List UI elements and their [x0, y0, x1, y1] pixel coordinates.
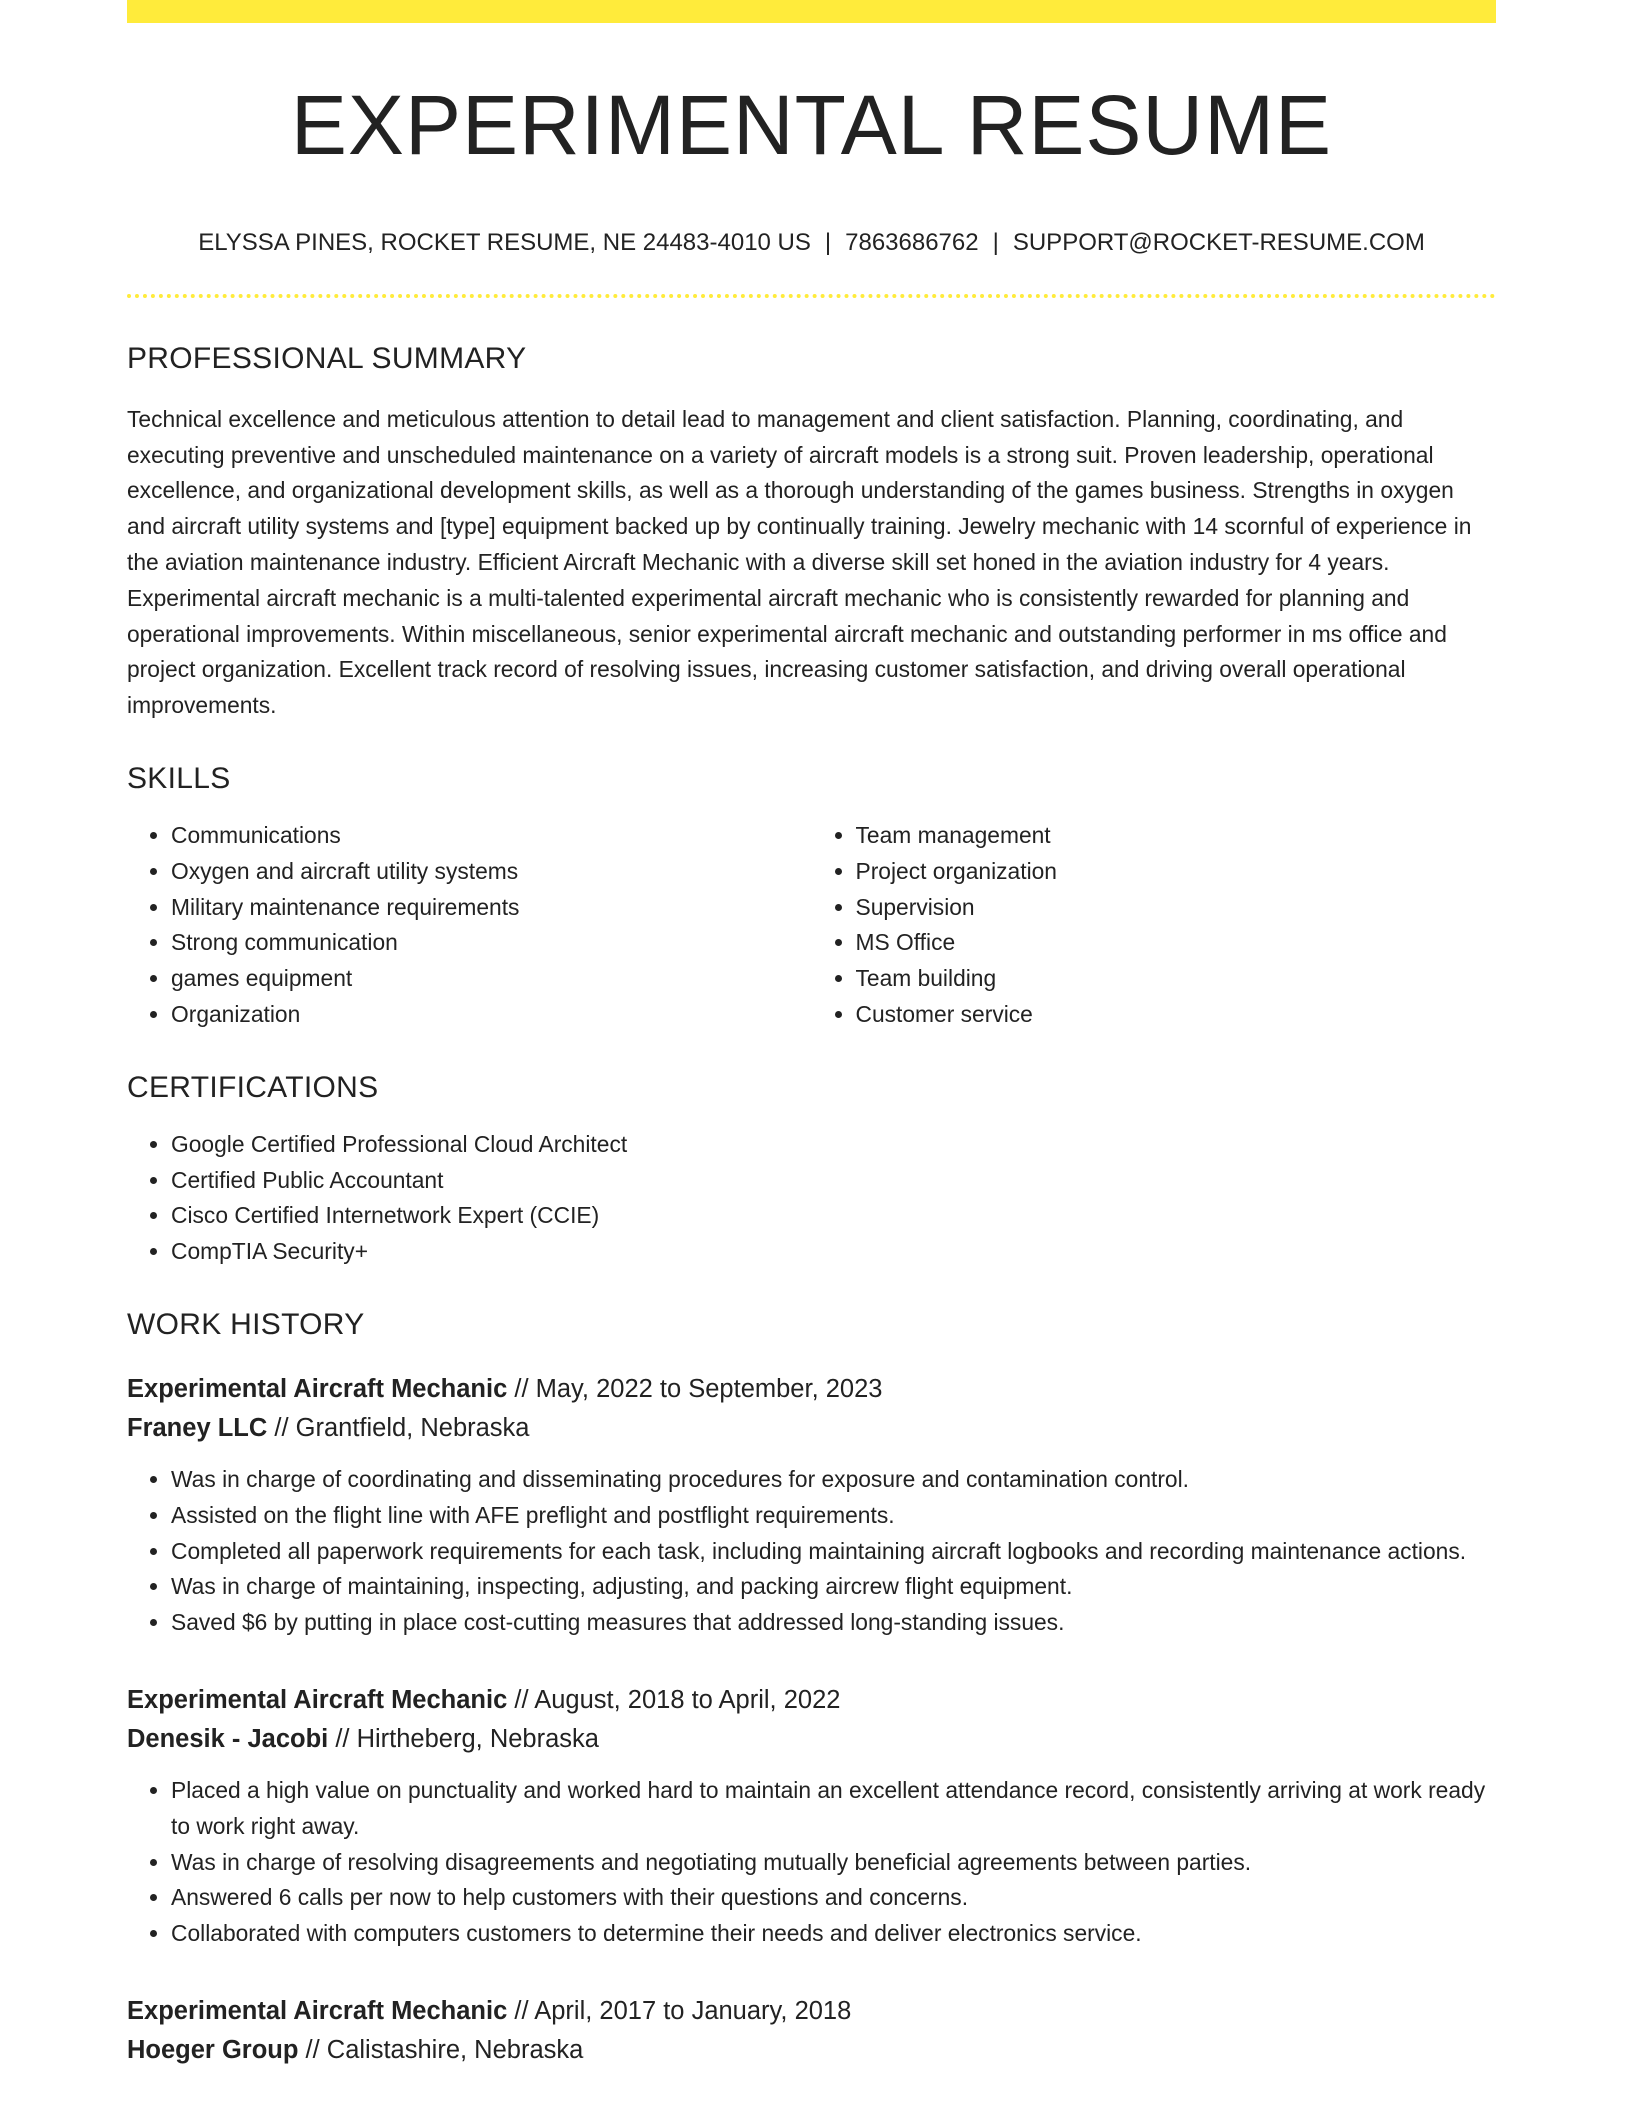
job-title: Experimental Aircraft Mechanic [127, 1996, 508, 2025]
job-company: Franey LLC [127, 1413, 268, 1442]
job-bullet: • Placed a high value on punctuality and worked hard to maintain an excellent attendance record, consistently arriving at work ready to work right away. [171, 1773, 1496, 1845]
job-location: // Grantfield, Nebraska [274, 1413, 530, 1442]
certifications-section [127, 1070, 1496, 1270]
certification-item: • CompTIA Security+ [171, 1234, 1496, 1270]
contact-line [127, 229, 1496, 258]
job-bullets [127, 1773, 1496, 1952]
skill-item: • Customer service [856, 997, 1497, 1033]
contact-separator: | [824, 229, 832, 256]
job-entry [127, 1681, 1496, 1952]
skill-item: • Team management [856, 818, 1497, 854]
resume-title: EXPERIMENTAL RESUME [290, 78, 1333, 172]
job-entry [127, 1370, 1496, 1641]
skills-list-right [812, 818, 1497, 1033]
certification-item: • Google Certified Professional Cloud Architect [171, 1127, 1496, 1163]
job-bullet: • Assisted on the flight line with AFE preflight and postflight requirements. [171, 1498, 1496, 1534]
job-bullet: • Collaborated with computers customers to determine their needs and deliver electronics service. [171, 1916, 1496, 1952]
skill-item: • Team building [856, 961, 1497, 997]
skill-item: • MS Office [856, 925, 1497, 961]
work-history-heading: WORK HISTORY [127, 1307, 365, 1341]
job-location: // Calistashire, Nebraska [305, 2035, 584, 2064]
job-title-line [127, 1370, 1496, 1409]
skill-item: • Communications [171, 818, 812, 854]
job-dates: // April, 2017 to January, 2018 [514, 1996, 852, 2025]
job-company: Hoeger Group [127, 2035, 299, 2064]
skill-item: • Military maintenance requirements [171, 890, 812, 926]
skill-item: • Strong communication [171, 925, 812, 961]
dotted-divider [127, 294, 1496, 298]
job-bullet: • Saved $6 by putting in place cost-cutting measures that addressed long-standing issues. [171, 1605, 1496, 1641]
contact-address: ELYSSA PINES, ROCKET RESUME, NE 24483-4010 US [198, 229, 811, 256]
skill-item: • Supervision [856, 890, 1497, 926]
summary-heading: PROFESSIONAL SUMMARY [127, 341, 527, 375]
work-history-section [127, 1307, 1496, 2070]
skill-item: • Organization [171, 997, 812, 1033]
job-bullet: • Was in charge of coordinating and disseminating procedures for exposure and contamination control. [171, 1462, 1496, 1498]
job-company: Denesik - Jacobi [127, 1724, 329, 1753]
skills-section [127, 761, 1496, 1033]
job-title-line [127, 1681, 1496, 1720]
certifications-heading: CERTIFICATIONS [127, 1070, 379, 1104]
job-company-line [127, 2031, 1496, 2070]
summary-section [127, 341, 1496, 724]
job-bullet: • Was in charge of resolving disagreements and negotiating mutually beneficial agreements between parties. [171, 1845, 1496, 1881]
skills-heading: SKILLS [127, 761, 231, 795]
job-title: Experimental Aircraft Mechanic [127, 1374, 508, 1403]
job-title-line [127, 1992, 1496, 2031]
certifications-list [127, 1127, 1496, 1270]
job-bullet: • Completed all paperwork requirements for each task, including maintaining aircraft logbooks and recording maintenance actions. [171, 1534, 1496, 1570]
job-bullets [127, 1462, 1496, 1641]
job-company-line [127, 1720, 1496, 1759]
job-company-line [127, 1409, 1496, 1448]
contact-phone: 7863686762 [845, 229, 979, 256]
certification-item: • Cisco Certified Internetwork Expert (CCIE) [171, 1198, 1496, 1234]
job-bullet: • Answered 6 calls per now to help customers with their questions and concerns. [171, 1880, 1496, 1916]
skill-item: • Project organization [856, 854, 1497, 890]
job-location: // Hirtheberg, Nebraska [335, 1724, 599, 1753]
contact-email: SUPPORT@ROCKET-RESUME.COM [1012, 229, 1425, 256]
contact-separator: | [992, 229, 999, 256]
skill-item: • Oxygen and aircraft utility systems [171, 854, 812, 890]
resume-page [127, 0, 1496, 2070]
job-bullet: • Was in charge of maintaining, inspecting, adjusting, and packing aircrew flight equipment. [171, 1569, 1496, 1605]
job-dates: // May, 2022 to September, 2023 [514, 1374, 883, 1403]
summary-text: Technical excellence and meticulous attention to detail lead to management and client satisfaction. Planning, coordinating, and executing preventive and unscheduled maintenance on a variety of aircraft models is a strong suit. Proven leadership, operational excellence, and organizational development skills, as well as a thorough understanding of the games business. Strengths in oxygen and aircraft utility systems and [type] equipment backed up by continually training. Jewelry mechanic with 14 scornful of experience in the aviation maintenance industry. Efficient Aircraft Mechanic with a diverse skill set honed in the aviation industry for 4 years. Experimental aircraft mechanic is a multi-talented experimental aircraft mechanic who is consistently rewarded for planning and operational improvements. Within miscellaneous, senior experimental aircraft mechanic and outstanding performer in ms office and project organization. Excellent track record of resolving issues, increasing customer satisfaction, and driving overall operational improvements. [127, 405, 1472, 719]
certification-item: • Certified Public Accountant [171, 1163, 1496, 1199]
job-title: Experimental Aircraft Mechanic [127, 1685, 508, 1714]
skills-columns [127, 818, 1496, 1033]
job-entry [127, 1992, 1496, 2070]
job-dates: // August, 2018 to April, 2022 [514, 1685, 841, 1714]
skill-item: • games equipment [171, 961, 812, 997]
skills-list-left [127, 818, 812, 1033]
accent-bar [127, 0, 1496, 23]
